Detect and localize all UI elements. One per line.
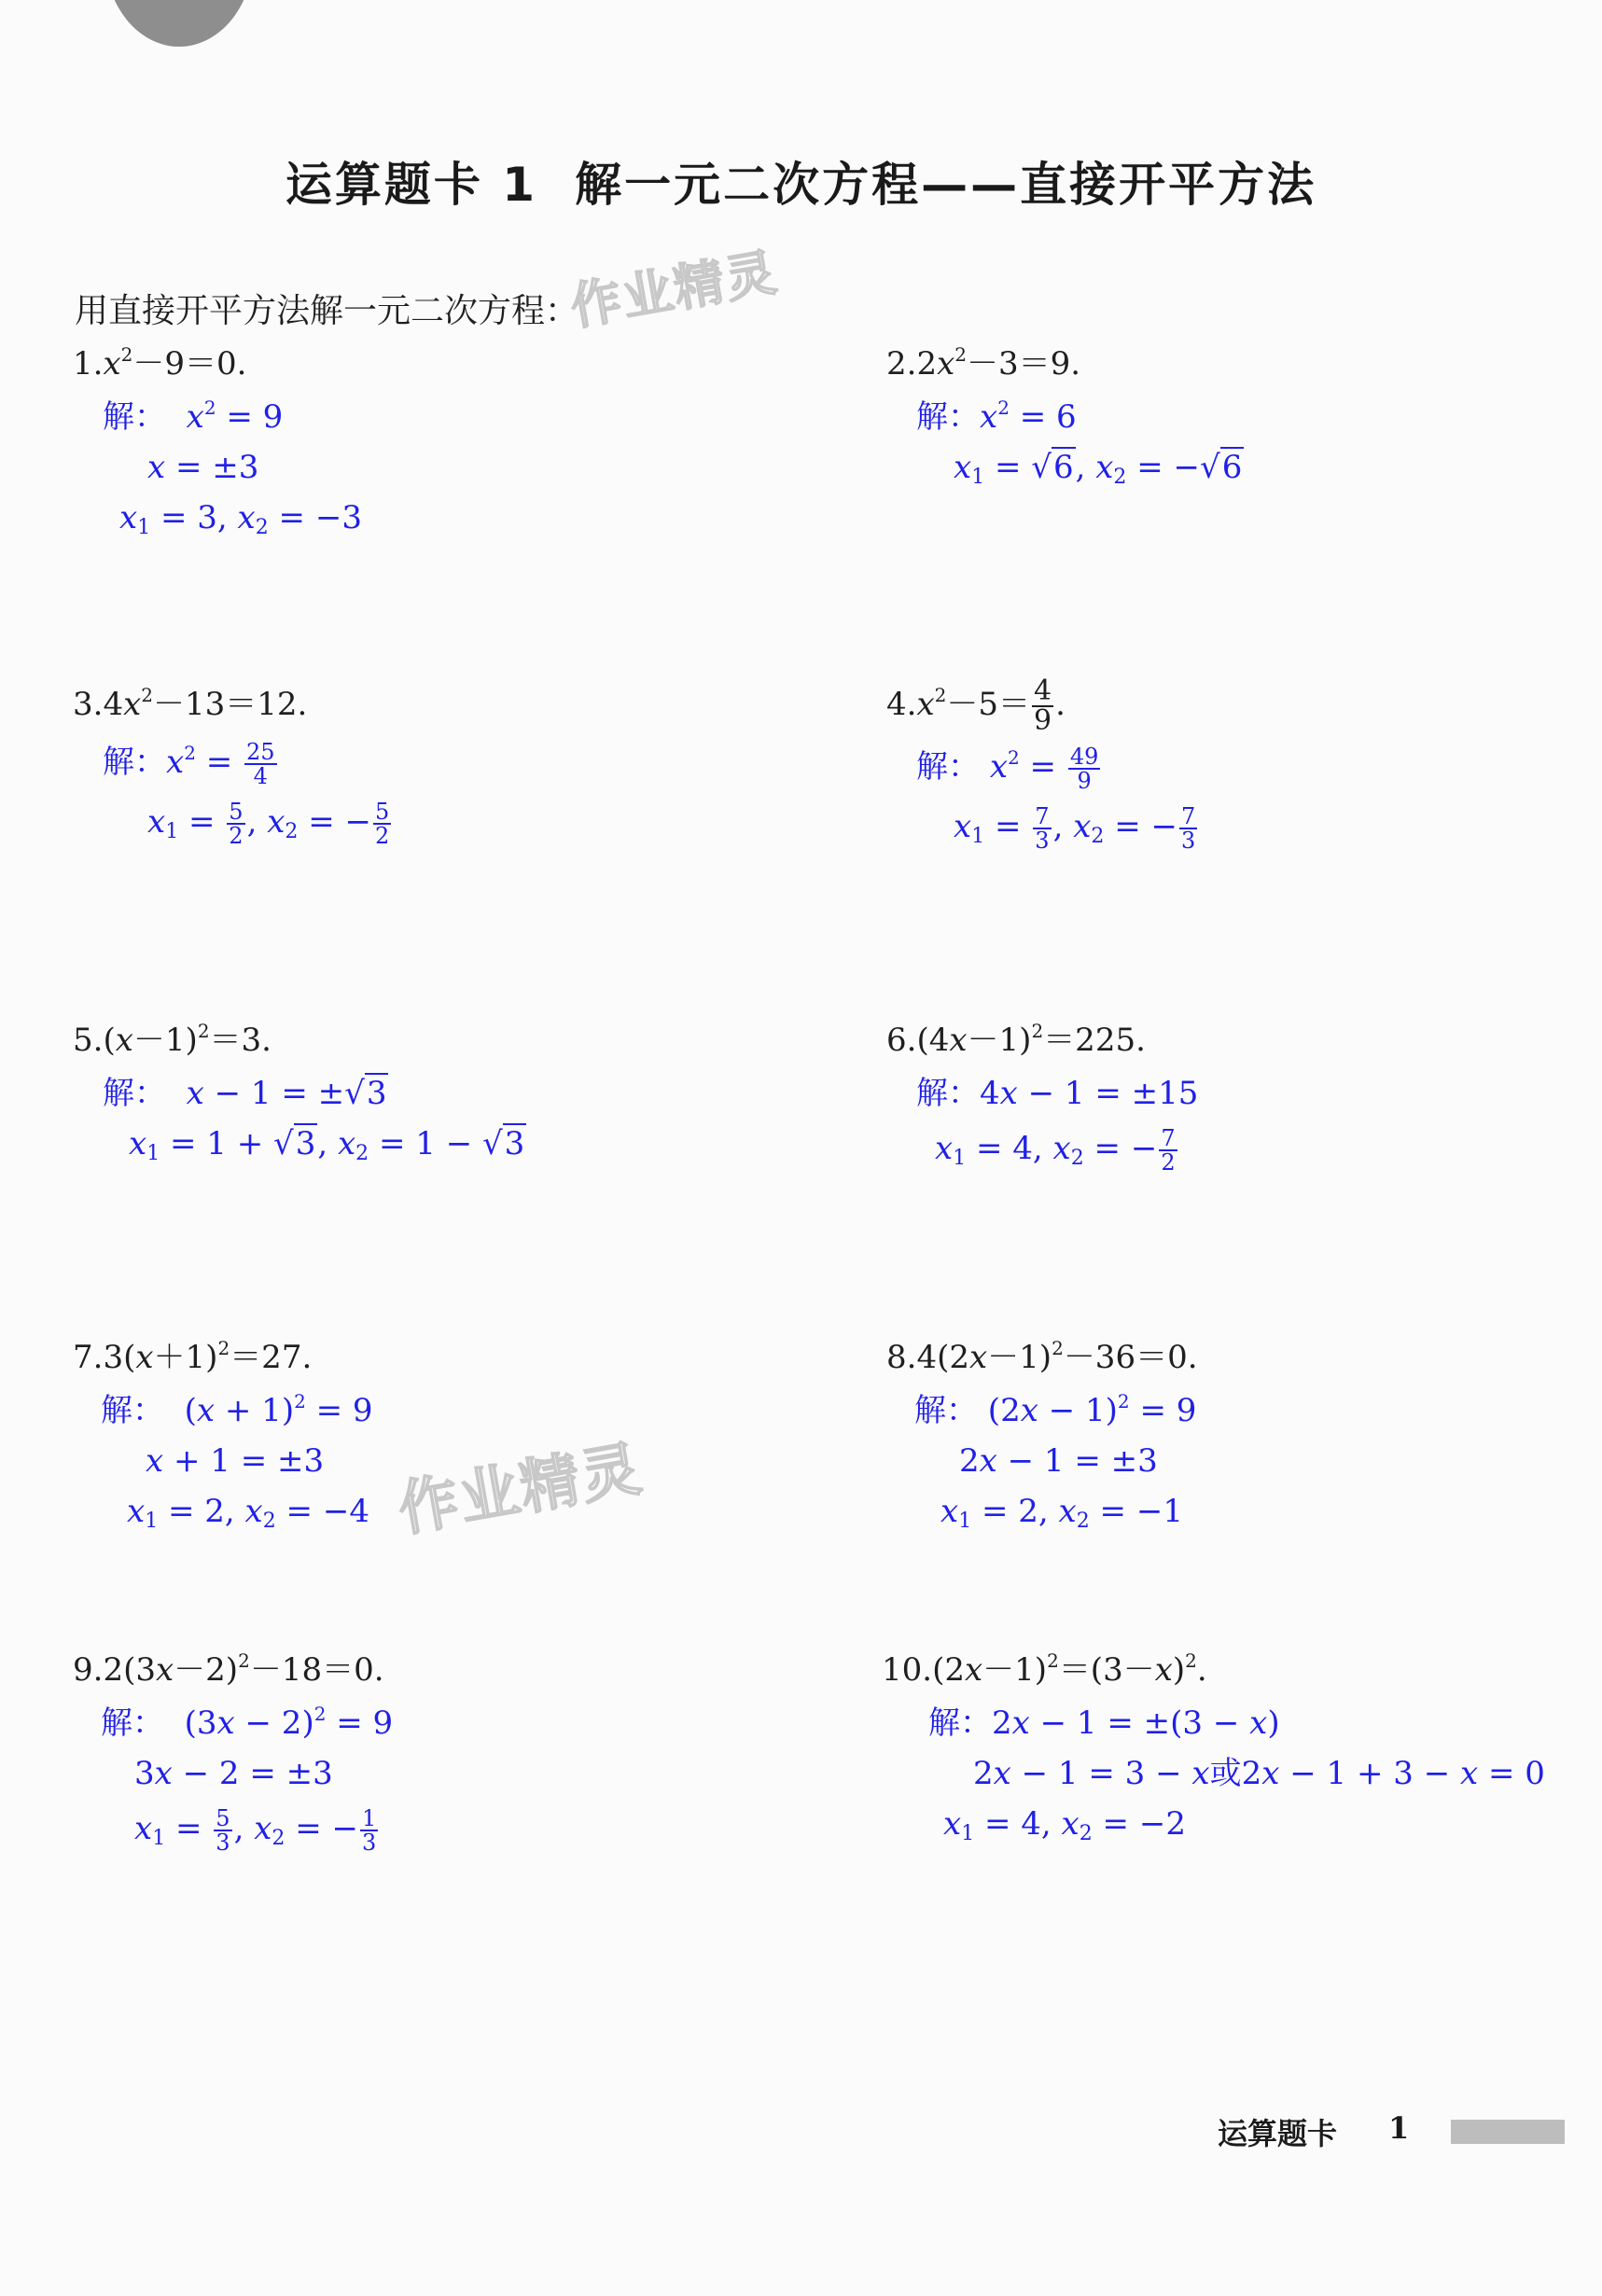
solution-line: 解： x − 1 = ±√3 xyxy=(103,1075,387,1112)
problem-5 xyxy=(73,1012,782,1169)
problem-2 xyxy=(886,336,1595,493)
corner-decoration xyxy=(104,0,254,47)
title-card-number: 运算题卡 1 xyxy=(285,158,538,212)
solution-line: 3x − 2 = ±3 xyxy=(134,1755,333,1792)
solution-line: 解： $(3x - 2)^2 = 9$ xyxy=(101,1703,394,1742)
problem-9 xyxy=(73,1642,782,1858)
problem-statement: $3.4x^2-13=12$. xyxy=(73,684,308,723)
title-topic: 解一元二次方程——直接开平方法 xyxy=(575,158,1317,212)
solution-line: $x_1 = √6$, $x_2 = -√6$ xyxy=(954,449,1243,489)
problem-3 xyxy=(73,676,782,852)
solution-line: 2x − 1 = 3 − x或2x − 1 + 3 − x = 0 xyxy=(973,1755,1545,1792)
solution-line: $x_1 = 4$, $x_2 = -2$ xyxy=(943,1805,1186,1845)
problem-statement: $7.3(x+1)^2=27$. xyxy=(73,1337,313,1376)
solution-line: $x_1$ = $\frac{5}{3}$ , $x_2$ = − $\frac{1}{3}$ xyxy=(134,1805,377,1856)
problem-statement: $4.x^2-5=$ $\frac{4}{9}$ . xyxy=(886,675,1066,737)
solution-line: $x_1 = 3$, $x_2 = -3$ xyxy=(119,499,362,539)
problem-8 xyxy=(886,1329,1595,1537)
instruction: 用直接开平方法解一元二次方程： xyxy=(75,292,579,330)
problem-statement: $5.(x-1)^2=3$. xyxy=(73,1020,272,1059)
solution-line: 解： $x^2$ = $\frac{49}{9}$ xyxy=(916,744,1099,794)
solution-line: $x_1$ = $\frac{7}{3}$ , $x_2$ = − $\frac{7}{3}$ xyxy=(954,803,1196,854)
watermark: 作业精灵 xyxy=(565,242,783,337)
solution-line: x = ±3 xyxy=(147,449,259,486)
problem-10 xyxy=(882,1642,1591,1849)
page-title xyxy=(0,147,1602,215)
solution-line: 解：$x^2$ = $\frac{25}{4}$ xyxy=(103,739,275,789)
solution-line: $x_1 = 4$, $x_2$ = − $\frac{7}{2}$ xyxy=(935,1125,1176,1176)
solution-line: $x_1 = 2$, $x_2 = -1$ xyxy=(940,1493,1183,1533)
problem-statement: $1.x^2-9=0$. xyxy=(73,343,247,383)
solution-line: 解： $(2x - 1)^2 = 9$ xyxy=(914,1390,1197,1429)
problem-statement: $10.(2x-1)^2=(3-x)^2$. xyxy=(882,1649,1207,1689)
problem-statement: $6.(4x-1)^2=225$. xyxy=(886,1020,1146,1059)
problem-statement: $9.2(3x-2)^2-18=0$. xyxy=(73,1649,384,1689)
page-number: 1 xyxy=(1388,2110,1410,2146)
footer-bar xyxy=(1451,2120,1565,2144)
solution-line: $x_1$ = $\frac{5}{2}$ , $x_2$ = − $\frac{5}{2}$ xyxy=(147,799,390,849)
solution-line: 解：4x − 1 = ±15 xyxy=(916,1075,1199,1112)
problem-1 xyxy=(73,336,782,543)
problem-4 xyxy=(886,672,1595,856)
solution-line: $x_1 = 1 + √3$, $x_2 = 1 - √3$ xyxy=(129,1125,525,1165)
footer-label: 运算题卡 xyxy=(1218,2116,1338,2151)
watermark: 作业精灵 xyxy=(393,1434,648,1546)
solution-line: 解：$x^2 = 6$ xyxy=(916,397,1077,436)
problem-7 xyxy=(73,1329,782,1537)
solution-line: x + 1 = ±3 xyxy=(146,1442,325,1480)
solution-line: 2x − 1 = ±3 xyxy=(959,1442,1158,1480)
solution-line: 解：2x − 1 = ±(3 − x) xyxy=(928,1705,1280,1742)
solution-line: $x_1 = 2$, $x_2 = -4$ xyxy=(127,1493,369,1533)
solution-line: 解： $x^2 = 9$ xyxy=(103,397,284,436)
problem-statement: $8.4(2x-1)^2-36=0$. xyxy=(886,1337,1198,1376)
solution-line: 解： $(x + 1)^2 = 9$ xyxy=(101,1390,373,1429)
problem-6 xyxy=(886,1012,1595,1178)
problem-statement: $2.2x^2-3=9$. xyxy=(886,343,1081,383)
